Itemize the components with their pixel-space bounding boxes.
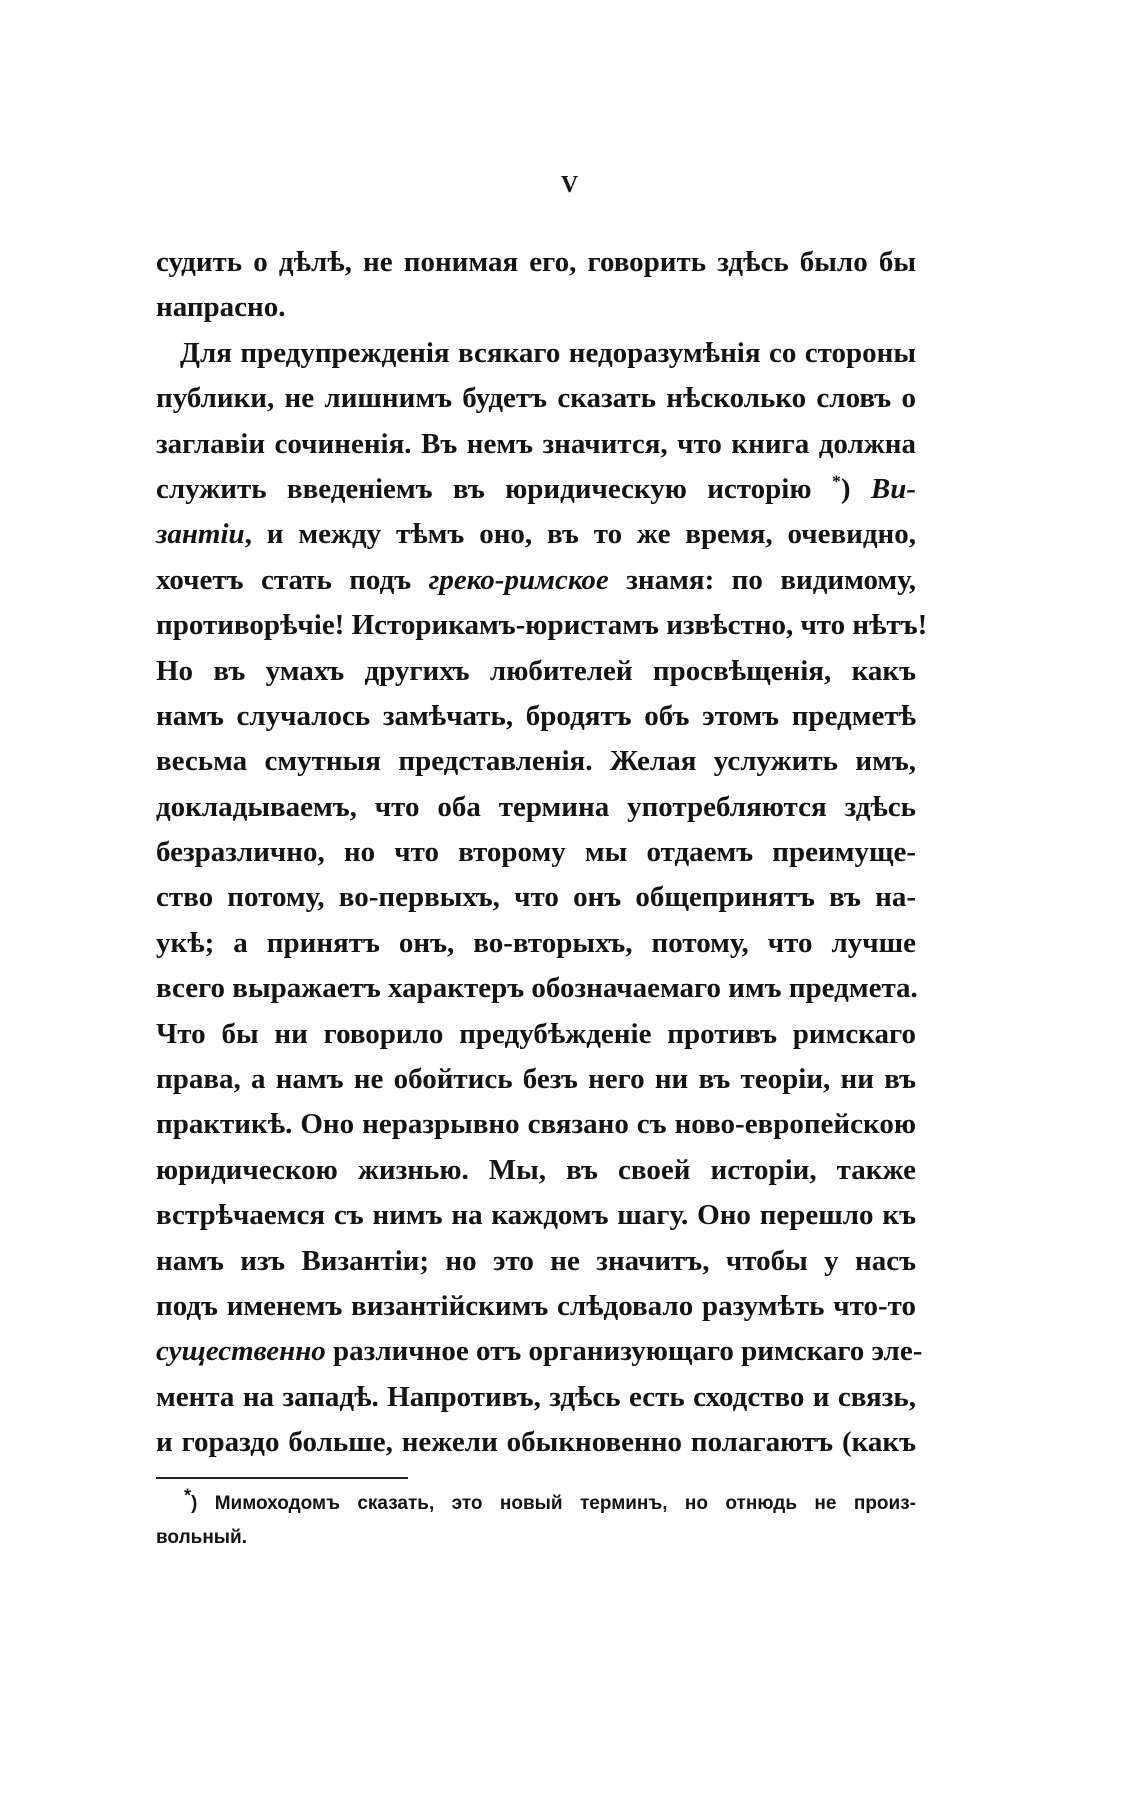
footnote-divider: [156, 1477, 408, 1479]
text-segment: и гораздо больше, нежели обыкновенно полагаютъ (какъ: [156, 1426, 916, 1459]
footnote-marker: *: [831, 471, 841, 492]
text-line: [156, 558, 916, 603]
text-line: [156, 422, 916, 467]
text-line: [156, 285, 916, 330]
text-line: [156, 739, 916, 784]
text-segment: весьма смутныя представленія. Желая услужить имъ,: [156, 745, 916, 778]
text-segment: ) Мимоходомъ сказать, это новый терминъ, но отнюдь не произ-: [191, 1493, 916, 1514]
text-segment: намъ случалось замѣчать, бродятъ объ этомъ предметѣ: [156, 699, 916, 732]
text-segment: практикѣ. Оно неразрывно связано съ ново-европейскою: [156, 1108, 916, 1141]
footnote-line: [156, 1487, 916, 1521]
text-line: [156, 1102, 916, 1147]
text-line: [156, 1375, 916, 1420]
text-segment: судить о дѣлѣ, не понимая его, говорить здѣсь было бы: [156, 246, 916, 278]
text-line: [156, 1012, 916, 1057]
text-line: [156, 1193, 916, 1238]
italic-text: зантіи: [156, 518, 245, 551]
text-line: [156, 694, 916, 739]
text-line: [156, 785, 916, 830]
footnote-line: [156, 1521, 916, 1555]
text-segment: права, а намъ не обойтись безъ него ни въ теоріи, ни въ: [156, 1063, 916, 1096]
text-segment: вольный.: [156, 1527, 247, 1548]
text-segment: Что бы ни говорило предубѣжденіе противъ римскаго: [156, 1017, 916, 1050]
footnote-block: [156, 1487, 916, 1555]
text-line: [156, 603, 928, 648]
page-number: V: [560, 172, 580, 198]
text-line: [156, 966, 916, 1011]
text-segment: ): [840, 472, 871, 505]
text-segment: мента на западѣ. Напротивъ, здѣсь есть сходство и связь,: [156, 1380, 916, 1413]
text-segment: ство потому, во-первыхъ, что онъ общепринятъ въ на-: [156, 881, 916, 914]
text-segment: Но въ умахъ другихъ любителей просвѣщенія, какъ: [156, 654, 916, 687]
text-segment: безразлично, но что второму мы отдаемъ преимуще-: [156, 836, 916, 869]
text-segment: Для предупрежденія всякаго недоразумѣнія со стороны: [180, 336, 916, 369]
text-line: [156, 512, 916, 557]
text-segment: различное отъ организующаго римскаго эле-: [325, 1335, 923, 1368]
text-line: [156, 875, 916, 920]
text-line: [156, 1057, 916, 1102]
text-segment: публики, не лишнимъ будетъ сказать нѣсколько словъ о: [156, 382, 916, 415]
text-segment: противорѣчіе! Историкамъ-юристамъ извѣстно, что нѣтъ!: [156, 609, 928, 642]
text-segment: юридическою жизнью. Мы, въ своей исторіи, также: [156, 1153, 916, 1186]
text-segment: всего выражаетъ характеръ обозначаемаго имъ предмета.: [156, 972, 918, 1005]
text-segment: напрасно.: [156, 291, 286, 324]
text-segment: хочетъ стать подъ: [156, 563, 429, 596]
text-segment: заглавіи сочиненія. Въ немъ значится, что книга должна: [156, 427, 916, 460]
italic-text: греко-римское: [428, 563, 609, 596]
text-line: [156, 467, 916, 512]
text-segment: укѣ; а принятъ онъ, во-вторыхъ, потому, что лучше: [156, 926, 916, 959]
text-segment: докладываемъ, что оба термина употребляются здѣсь: [156, 790, 916, 823]
footnote-marker: *: [184, 1485, 192, 1506]
text-line: [156, 376, 916, 421]
text-line: [156, 1148, 916, 1193]
text-line: [156, 1239, 916, 1284]
main-text-block: [156, 240, 928, 1466]
text-segment: встрѣчаемся съ нимъ на каждомъ шагу. Оно перешло къ: [156, 1199, 916, 1232]
text-segment: намъ изъ Византіи; но это не значитъ, чтобы у насъ: [156, 1244, 916, 1277]
text-line: [156, 1329, 923, 1374]
text-line: [156, 331, 916, 376]
text-line: [156, 649, 916, 694]
text-line: [156, 1420, 916, 1465]
text-segment: , и между тѣмъ оно, въ то же время, очевидно,: [244, 518, 916, 551]
italic-text: существенно: [156, 1335, 326, 1368]
italic-text: Ви-: [870, 472, 916, 505]
text-line: [156, 921, 916, 966]
text-line: [156, 1284, 916, 1329]
text-segment: служить введеніемъ въ юридическую исторію: [156, 472, 832, 505]
text-line: [156, 830, 916, 875]
text-segment: знамя: по видимому,: [608, 563, 917, 596]
text-line: [156, 240, 916, 285]
text-segment: подъ именемъ византійскимъ слѣдовало разумѣть что-то: [156, 1289, 916, 1322]
